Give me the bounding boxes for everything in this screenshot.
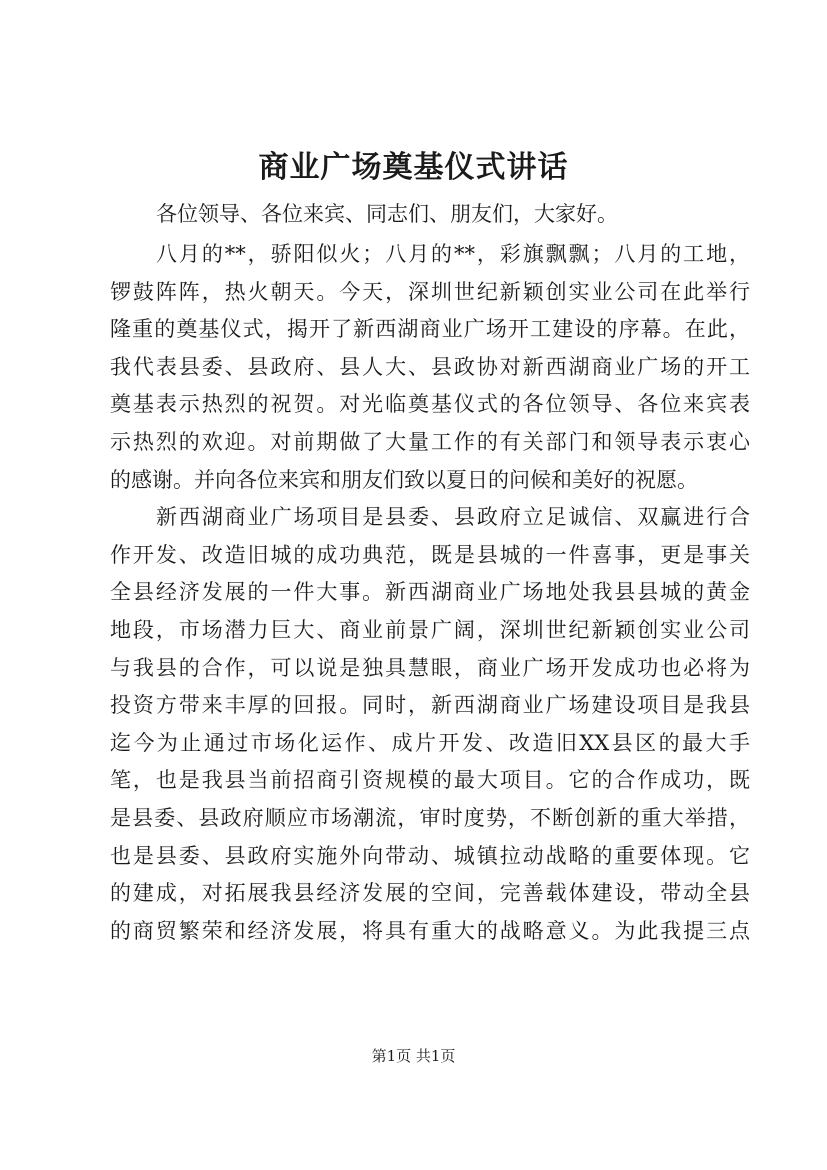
paragraph-1-line-4: 我代表县委、县政府、县人大、县政协对新西湖商业广场的开工 <box>110 354 750 379</box>
paragraph-2-line-11: 的建成，对拓展我县经济发展的空间，完善载体建设，带动全县 <box>110 881 750 906</box>
paragraph-2-line-4: 地段，市场潜力巨大、商业前景广阔，深圳世纪新颖创实业公司 <box>110 617 750 642</box>
paragraph-2-line-10: 也是县委、县政府实施外向带动、城镇拉动战略的重要体现。它 <box>110 843 750 868</box>
greeting-line: 各位领导、各位来宾、同志们、朋友们，大家好。 <box>156 202 618 226</box>
paragraph-1-line-7: 的感谢。并向各位来宾和朋友们致以夏日的问候和美好的祝愿。 <box>110 467 698 492</box>
paragraph-2-line-1: 新西湖商业广场项目是县委、县政府立足诚信、双赢进行合 <box>156 505 750 530</box>
document-title: 商业广场奠基仪式讲话 <box>258 150 569 185</box>
paragraph-2-line-12: 的商贸繁荣和经济发展，将具有重大的战略意义。为此我提三点 <box>110 918 750 943</box>
paragraph-1-line-2: 锣鼓阵阵，热火朝天。今天，深圳世纪新颖创实业公司在此举行 <box>110 279 750 304</box>
paragraph-2-line-7: 迄今为止通过市场化运作、成片开发、改造旧XX县区的最大手 <box>110 730 750 755</box>
body-text <box>110 236 750 950</box>
paragraph-1-line-6: 示热烈的欢迎。对前期做了大量工作的有关部门和领导表示衷心 <box>110 429 750 454</box>
paragraph-2-line-8: 笔，也是我县当前招商引资规模的最大项目。它的合作成功，既 <box>110 768 750 793</box>
paragraph-2-line-2: 作开发、改造旧城的成功典范，既是县城的一件喜事，更是事关 <box>110 542 750 567</box>
paragraph-2-line-5: 与我县的合作，可以说是独具慧眼，商业广场开发成功也必将为 <box>110 655 750 680</box>
paragraph-1-line-3: 隆重的奠基仪式，揭开了新西湖商业广场开工建设的序幕。在此， <box>110 317 750 342</box>
paragraph-2-line-3: 全县经济发展的一件大事。新西湖商业广场地处我县县城的黄金 <box>110 580 750 605</box>
paragraph-1-line-5: 奠基表示热烈的祝贺。对光临奠基仪式的各位领导、各位来宾表 <box>110 392 750 417</box>
paragraph-2-line-9: 是县委、县政府顺应市场潮流，审时度势，不断创新的重大举措， <box>110 805 750 830</box>
paragraph-2-line-6: 投资方带来丰厚的回报。同时，新西湖商业广场建设项目是我县 <box>110 693 750 718</box>
paragraph-1-line-1: 八月的**，骄阳似火；八月的**，彩旗飘飘；八月的工地， <box>156 242 750 266</box>
page-number-footer: 第1页 共1页 <box>371 1047 456 1065</box>
